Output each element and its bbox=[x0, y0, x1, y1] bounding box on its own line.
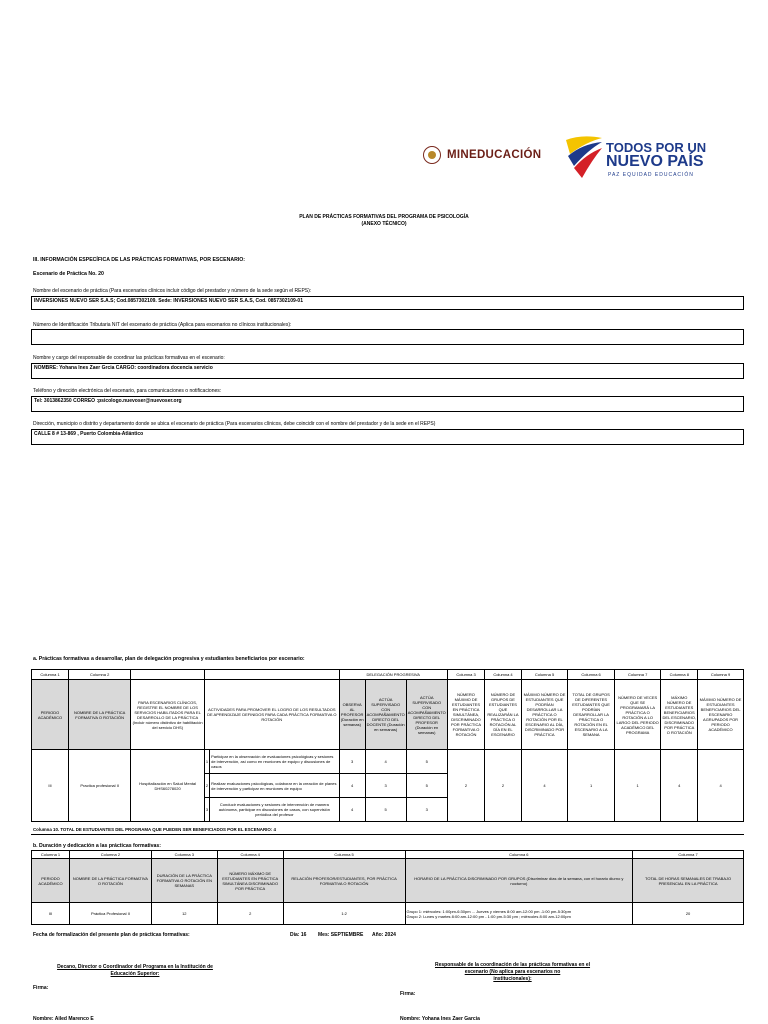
delegation-label: DELEGACIÓN PROGRESIVA bbox=[339, 670, 447, 680]
header-relacion: RELACIÓN PROFESOR/ESTUDIANTES, POR PRÁCTICA FORMATIVA O ROTACIÓN bbox=[283, 859, 405, 903]
field-value-name: INVERSIONES NUEVO SER S.A.S; Cod.0857302109. Sede: INVERSIONES NUEVO SER S.A.S, Cod. 0857302109-01 bbox=[31, 296, 744, 310]
field-label-name: Nombre del escenario de práctica (Para escenarios clínicos incluir código del prestador y número de la sede según el REPS): bbox=[33, 288, 312, 294]
table-b-title: b. Duración y dedicación a las prácticas formativas: bbox=[33, 843, 162, 849]
scenario-number: Escenario de Práctica No. 20 bbox=[33, 271, 104, 277]
activity-d2: 3 bbox=[365, 774, 406, 798]
col-label-1: Columna 1 bbox=[32, 670, 69, 680]
activity-d2: 5 bbox=[365, 798, 406, 822]
mineducacion-text: MINEDUCACIÓN bbox=[447, 149, 542, 161]
header-actua-docente: ACTÚA SUPERVISADO CON ACOMPAÑAMIENTO DIRECTO DEL DOCENTE (Duración en semanas) bbox=[365, 680, 406, 750]
cell-semanas: 12 bbox=[151, 903, 217, 925]
col-label-4: Columna 4 bbox=[485, 670, 521, 680]
header-practica: NOMBRE DE LA PRÁCTICA FORMATIVA O ROTACIÓN bbox=[69, 680, 131, 750]
header-actua-profesor: ACTÚA SUPERVISADO CON ACOMPAÑAMIENTO DIRECTO DEL PROFESOR (Duración en semanas) bbox=[406, 680, 447, 750]
cell-max: 2 bbox=[217, 903, 283, 925]
activity-number: 2 bbox=[204, 774, 209, 798]
activity-d2: 4 bbox=[365, 750, 406, 774]
practices-table bbox=[31, 669, 744, 822]
col-label-2: Columna 2 bbox=[69, 851, 151, 859]
section-heading: III. INFORMACIÓN ESPECÍFICA DE LAS PRÁCTICAS FORMATIVAS, POR ESCENARIO: bbox=[33, 257, 246, 263]
header-periodo: PERIODO ACADÉMICO bbox=[32, 859, 70, 903]
header-actividades: ACTIVIDADES PARA PROMOVER EL LOGRO DE LOS RESULTADOS DE APRENDIZAJE DEFINIDOS PARA CADA PRÁCTICA FORMATIVA O ROTACIÓN bbox=[204, 680, 339, 750]
cell-relacion: 1:2 bbox=[283, 903, 405, 925]
col-label-3 bbox=[131, 670, 205, 680]
duration-table bbox=[31, 850, 744, 925]
horario-grupo-2: Grupo 2: Lunes y martes 8:00 am-12:00 pm - 1:00 pm-5:30 pm ; miércoles 8:00 am-12:00pm bbox=[406, 913, 571, 919]
header-horas: TOTAL DE HORAS SEMANALES DE TRABAJO PRESENCIAL EN LA PRÁCTICA bbox=[633, 859, 744, 903]
todos-por-un-nuevo-pais-logo bbox=[562, 132, 732, 182]
cell-c7: 4 bbox=[521, 750, 568, 822]
cell-c9: 1 bbox=[614, 750, 661, 822]
header-practica: NOMBRE DE LA PRÁCTICA FORMATIVA O ROTACIÓN bbox=[69, 859, 151, 903]
field-label-responsable: Nombre y cargo del responsable de coordinar las prácticas formativas en el escenario: bbox=[33, 355, 225, 361]
field-value-responsable: NOMBRE: Yohana Ines Zaer Grcia CARGO: coordinadora docencia servicio bbox=[31, 363, 744, 379]
col-label-8: Columna 8 bbox=[661, 670, 698, 680]
activity-d1: 3 bbox=[339, 750, 365, 774]
activity-text: Participar en la observación de evaluaciones psicológicas y sesiones de intervención, así como en reuniones de equipo y discusiones de casos bbox=[210, 750, 340, 774]
cell-c10: 4 bbox=[661, 750, 698, 822]
date-label: Fecha de formalización del presente plan de prácticas formativas: bbox=[33, 932, 190, 938]
header-veces: NÚMERO DE VECES QUE SE PROGRAMARÁ LA PRÁCTICA O ROTACIÓN A LO LARGO DEL PERIODO ACADÉMICO DEL PROGRAMA bbox=[614, 680, 661, 750]
col-label-9: Columna 9 bbox=[698, 670, 744, 680]
field-value-direccion: CALLE 8 # 13-869 , Puerto Colombia-Atlántico bbox=[31, 429, 744, 445]
activity-d3: 3 bbox=[406, 798, 447, 822]
table-a-title: a. Prácticas formativas a desarrollar, plan de delegación progresiva y estudiantes beneficiarios por escenario: bbox=[33, 656, 305, 662]
col-label-6: Columna 6 bbox=[568, 670, 615, 680]
activity-d1: 4 bbox=[339, 774, 365, 798]
flag-swoosh-icon bbox=[562, 132, 606, 182]
table-row bbox=[32, 750, 744, 774]
header-max-dia: MÁXIMO NÚMERO DE ESTUDIANTES QUE PODRÍAN DESARROLLAR LA PRÁCTICA O ROTACIÓN POR EL ESCENARIO AL DÍA, DISCRIMINADO POR PRÁCTICA bbox=[521, 680, 568, 750]
divider bbox=[31, 834, 744, 835]
header-horario: HORARIO DE LA PRÁCTICA DISCRIMINADO POR GRUPOS (Discriminar días de la semana, con el horario diurno y nocturno) bbox=[405, 859, 633, 903]
field-value-contacto: Tel: 3013862350 CORREO :psicologo.nuevoser@nuevoser.org bbox=[31, 396, 744, 412]
header-grupos-dia: NÚMERO DE GRUPOS DE ESTUDIANTES QUE REALIZARÁN LA PRÁCTICA O ROTACIÓN AL DÍA EN EL ESCENARIO bbox=[485, 680, 521, 750]
colombia-seal-icon bbox=[423, 146, 441, 164]
activity-number: 1 bbox=[204, 750, 209, 774]
cell-horario bbox=[405, 903, 633, 925]
col-label-3: Columna 3 bbox=[447, 670, 485, 680]
document-title: PLAN DE PRÁCTICAS FORMATIVAS DEL PROGRAMA DE PSICOLOGÍA (ANEXO TÉCNICO) bbox=[299, 214, 469, 227]
cell-periodo: III bbox=[32, 903, 70, 925]
total-students-line: Columna 10. TOTAL DE ESTUDIANTES DEL PROGRAMA QUE PUEDEN SER BENEFICIADOS POR EL ESCENARIO: 4 bbox=[33, 827, 276, 832]
col-label-5: Columna 5 bbox=[283, 851, 405, 859]
table-row bbox=[32, 903, 744, 925]
field-label-direccion: Dirección, municipio o distrito y departamento donde se ubica el escenario de práctica (Para escenarios clínicos, debe coincidir con el nombre del prestador y de la sede en el REPS) bbox=[33, 421, 436, 427]
horario-grupo-1: Grupo 1: miércoles: 1:00pm-6:30pm ... Jueves y viernes 8:00 am-12:00 pm -1:00 pm-5:30pm bbox=[406, 908, 572, 914]
date-day: Día: 16 bbox=[290, 932, 307, 938]
header-max-practica: MÁXIMO NÚMERO DE ESTUDIANTES BENEFICIARIOS DEL ESCENARIO, DISCRIMINADO POR PRÁCTICA O ROTACIÓN bbox=[661, 680, 698, 750]
activity-number: 3 bbox=[204, 798, 209, 822]
cell-practica: Práctica Profesional II bbox=[69, 903, 151, 925]
col-label-5: Columna 5 bbox=[521, 670, 568, 680]
col-label-4 bbox=[204, 670, 339, 680]
mineducacion-logo bbox=[423, 146, 541, 164]
cell-c5: 2 bbox=[447, 750, 485, 822]
cell-periodo: III bbox=[32, 750, 69, 822]
col-label-7: Columna 7 bbox=[633, 851, 744, 859]
header-duracion: DURACIÓN DE LA PRÁCTICA FORMATIVA O ROTACIÓN EN SEMANAS bbox=[151, 859, 217, 903]
field-value-nit bbox=[31, 329, 744, 345]
col-label-1: Columna 1 bbox=[32, 851, 70, 859]
cell-c6: 2 bbox=[485, 750, 521, 822]
header-max-estudiantes: NÚMERO MÁXIMO DE ESTUDIANTES EN PRÁCTICA SIMULTÁNEA DISCRIMINADO POR PRÁCTICA bbox=[217, 859, 283, 903]
right-signatory-name: Nombre: Yohana Ines Zaer Garcia bbox=[400, 1016, 480, 1022]
col-label-3: Columna 3 bbox=[151, 851, 217, 859]
activity-d3: 5 bbox=[406, 774, 447, 798]
date-year: Año: 2024 bbox=[372, 932, 396, 938]
activity-text: Realizar evaluaciones psicológicas, colaborar en la creación de planes de intervención y participar en reuniones de equipo bbox=[210, 774, 340, 798]
date-month: Mes: SEPTIEMBRE bbox=[318, 932, 364, 938]
header-max-periodo: MÁXIMO NÚMERO DE ESTUDIANTES BENEFICIARIOS DEL ESCENARIO AGRUPADOS POR PERIODO ACADÉMICO bbox=[698, 680, 744, 750]
header-periodo: PERIODO ACADÉMICO bbox=[32, 680, 69, 750]
left-signatory-role: Decano, Director o Coordinador del Programa en la Institución de Educación Superior: bbox=[57, 964, 213, 977]
header-grupos-semana: TOTAL DE GRUPOS DE DIFERENTES ESTUDIANTES QUE PODRÍAN DESARROLLAR LA PRÁCTICA O ROTACIÓN EN EL ESCENARIO A LA SEMANA bbox=[568, 680, 615, 750]
right-firma-label: Firma: bbox=[400, 991, 416, 997]
header-servicios: PARA ESCENARIOS CLÍNICOS, REGISTRE EL NOMBRE DE LOS SERVICIOS HABILITADOS PARA EL DESARROLLO DE LA PRÁCTICA (Incluir número distintivo de habilitación del servicio DHS) bbox=[131, 680, 205, 750]
cell-c8: 1 bbox=[568, 750, 615, 822]
activity-text: Conducir evaluaciones y sesiones de intervención de manera autónoma, participar en discusiones de casos, con supervisión periódica del profesor bbox=[210, 798, 340, 822]
col-label-6: Columna 6 bbox=[405, 851, 633, 859]
right-signatory-role: Responsable de la coordinación de las prácticas formativas en el escenario (No aplica para escenarios no institucionales): bbox=[434, 962, 591, 982]
cell-horas: 20 bbox=[633, 903, 744, 925]
cell-servicio: Hospitalización en Salud Mental DHS60278020 bbox=[131, 750, 205, 822]
activity-d3: 5 bbox=[406, 750, 447, 774]
left-firma-label: Firma: bbox=[33, 985, 49, 991]
field-label-nit: Número de Identificación Tributaria NIT del escenario de práctica (Aplica para escenarios no clínicos institucionales): bbox=[33, 322, 292, 328]
header-max-simultanea: NÚMERO MÁXIMO DE ESTUDIANTES EN PRÁCTICA SIMULTÁNEA, DISCRIMINADO POR PRÁCTICA FORMATIVA O ROTACIÓN bbox=[447, 680, 485, 750]
logo-title: TODOS POR UN NUEVO PAÍS bbox=[606, 140, 707, 170]
activity-d1: 4 bbox=[339, 798, 365, 822]
col-label-4: Columna 4 bbox=[217, 851, 283, 859]
cell-c11: 4 bbox=[698, 750, 744, 822]
logo-subtitle: PAZ EQUIDAD EDUCACIÓN bbox=[608, 172, 694, 178]
cell-practica: Practica profesional II bbox=[69, 750, 131, 822]
left-signatory-name: Nombre: Ailed Marenco E bbox=[33, 1016, 94, 1022]
col-label-2: Columna 2 bbox=[69, 670, 131, 680]
col-label-7: Columna 7 bbox=[614, 670, 661, 680]
header-observa: OBSERVA AL PROFESOR (Duración en semanas) bbox=[339, 680, 365, 750]
field-label-contacto: Teléfono y dirección electrónica del escenario, para comunicaciones o notificaciones: bbox=[33, 388, 222, 394]
